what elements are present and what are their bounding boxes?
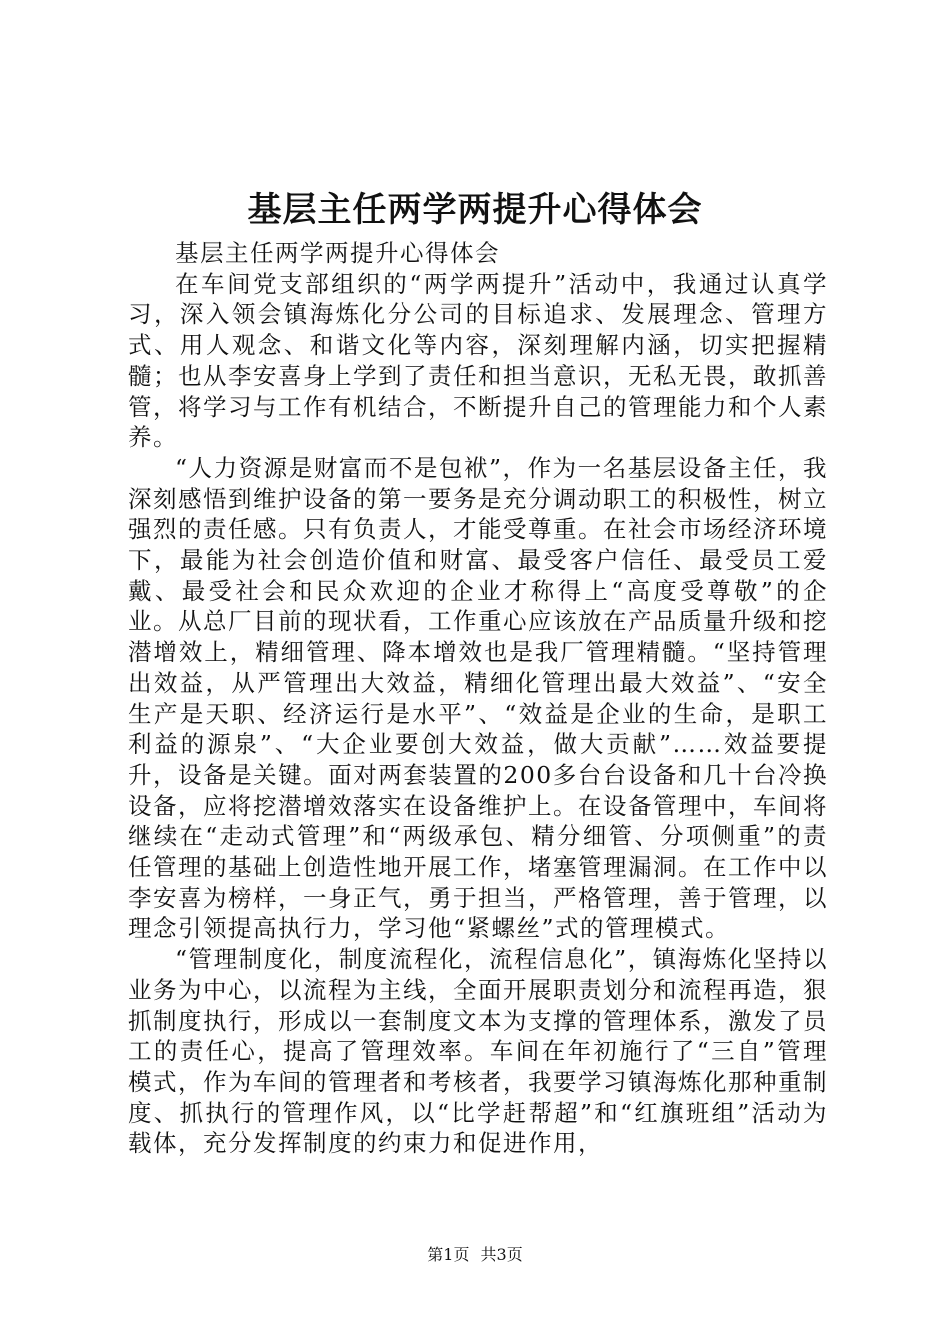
paragraph: 在车间党支部组织的“两学两提升”活动中，我通过认真学习，深入领会镇海炼化分公司的目标追求、发展理念、管理方式、用人观念、和谐文化等内容，深刻理解内涵，切实把握精髓；也从李安喜身上学到了责任和担当意识，无私无畏，敢抓善管，将学习与工作有机结合，不断提升自己的管理能力和个人素养。 — [128, 269, 828, 452]
page-number: 第1页 — [427, 1245, 470, 1264]
paragraph: “人力资源是财富而不是包袱”，作为一名基层设备主任，我深刻感悟到维护设备的第一要务是充分调动职工的积极性，树立强烈的责任感。只有负责人，才能受尊重。在社会市场经济环境下，最能为社会创造价值和财富、最受客户信任、最受员工爱戴、最受社会和民众欢迎的企业才称得上“高度受尊敬”的企业。从总厂目前的现状看，工作重心应该放在产品质量升级和挖潜增效上，精细管理、降本增效也是我厂管理精髓。“坚持管理出效益，从严管理出大效益，精细化管理出最大效益”、“安全生产是天职、经济运行是水平”、“效益是企业的生命，是职工利益的源泉”、“大企业要创大效益，做大贡献”……效益要提升，设备是关键。面对两套装置的200多台台设备和几十台冷换设备，应将挖潜增效落实在设备维护上。在设备管理中，车间将继续在“走动式管理”和“两级承包、精分细管、分项侧重”的责任管理的基础上创造性地开展工作，堵塞管理漏洞。在工作中以李安喜为榜样，一身正气，勇于担当，严格管理，善于管理，以理念引领提高执行力，学习他“紧螺丝”式的管理模式。 — [128, 453, 828, 943]
document-body — [128, 238, 828, 1159]
page-footer — [0, 1244, 950, 1266]
paragraph-subtitle: 基层主任两学两提升心得体会 — [175, 239, 500, 267]
document-title: 基层主任两学两提升心得体会 — [247, 190, 703, 230]
page-total: 共3页 — [480, 1245, 523, 1264]
paragraph: “管理制度化，制度流程化，流程信息化”，镇海炼化坚持以业务为中心，以流程为主线，全面开展职责划分和流程再造，狠抓制度执行，形成以一套制度文本为支撑的管理体系，激发了员工的责任心，提高了管理效率。车间在年初施行了“三自”管理模式，作为车间的管理者和考核者，我要学习镇海炼化那种重制度、抓执行的管理作风，以“比学赶帮超”和“红旗班组”活动为载体，充分发挥制度的约束力和促进作用， — [128, 945, 828, 1158]
